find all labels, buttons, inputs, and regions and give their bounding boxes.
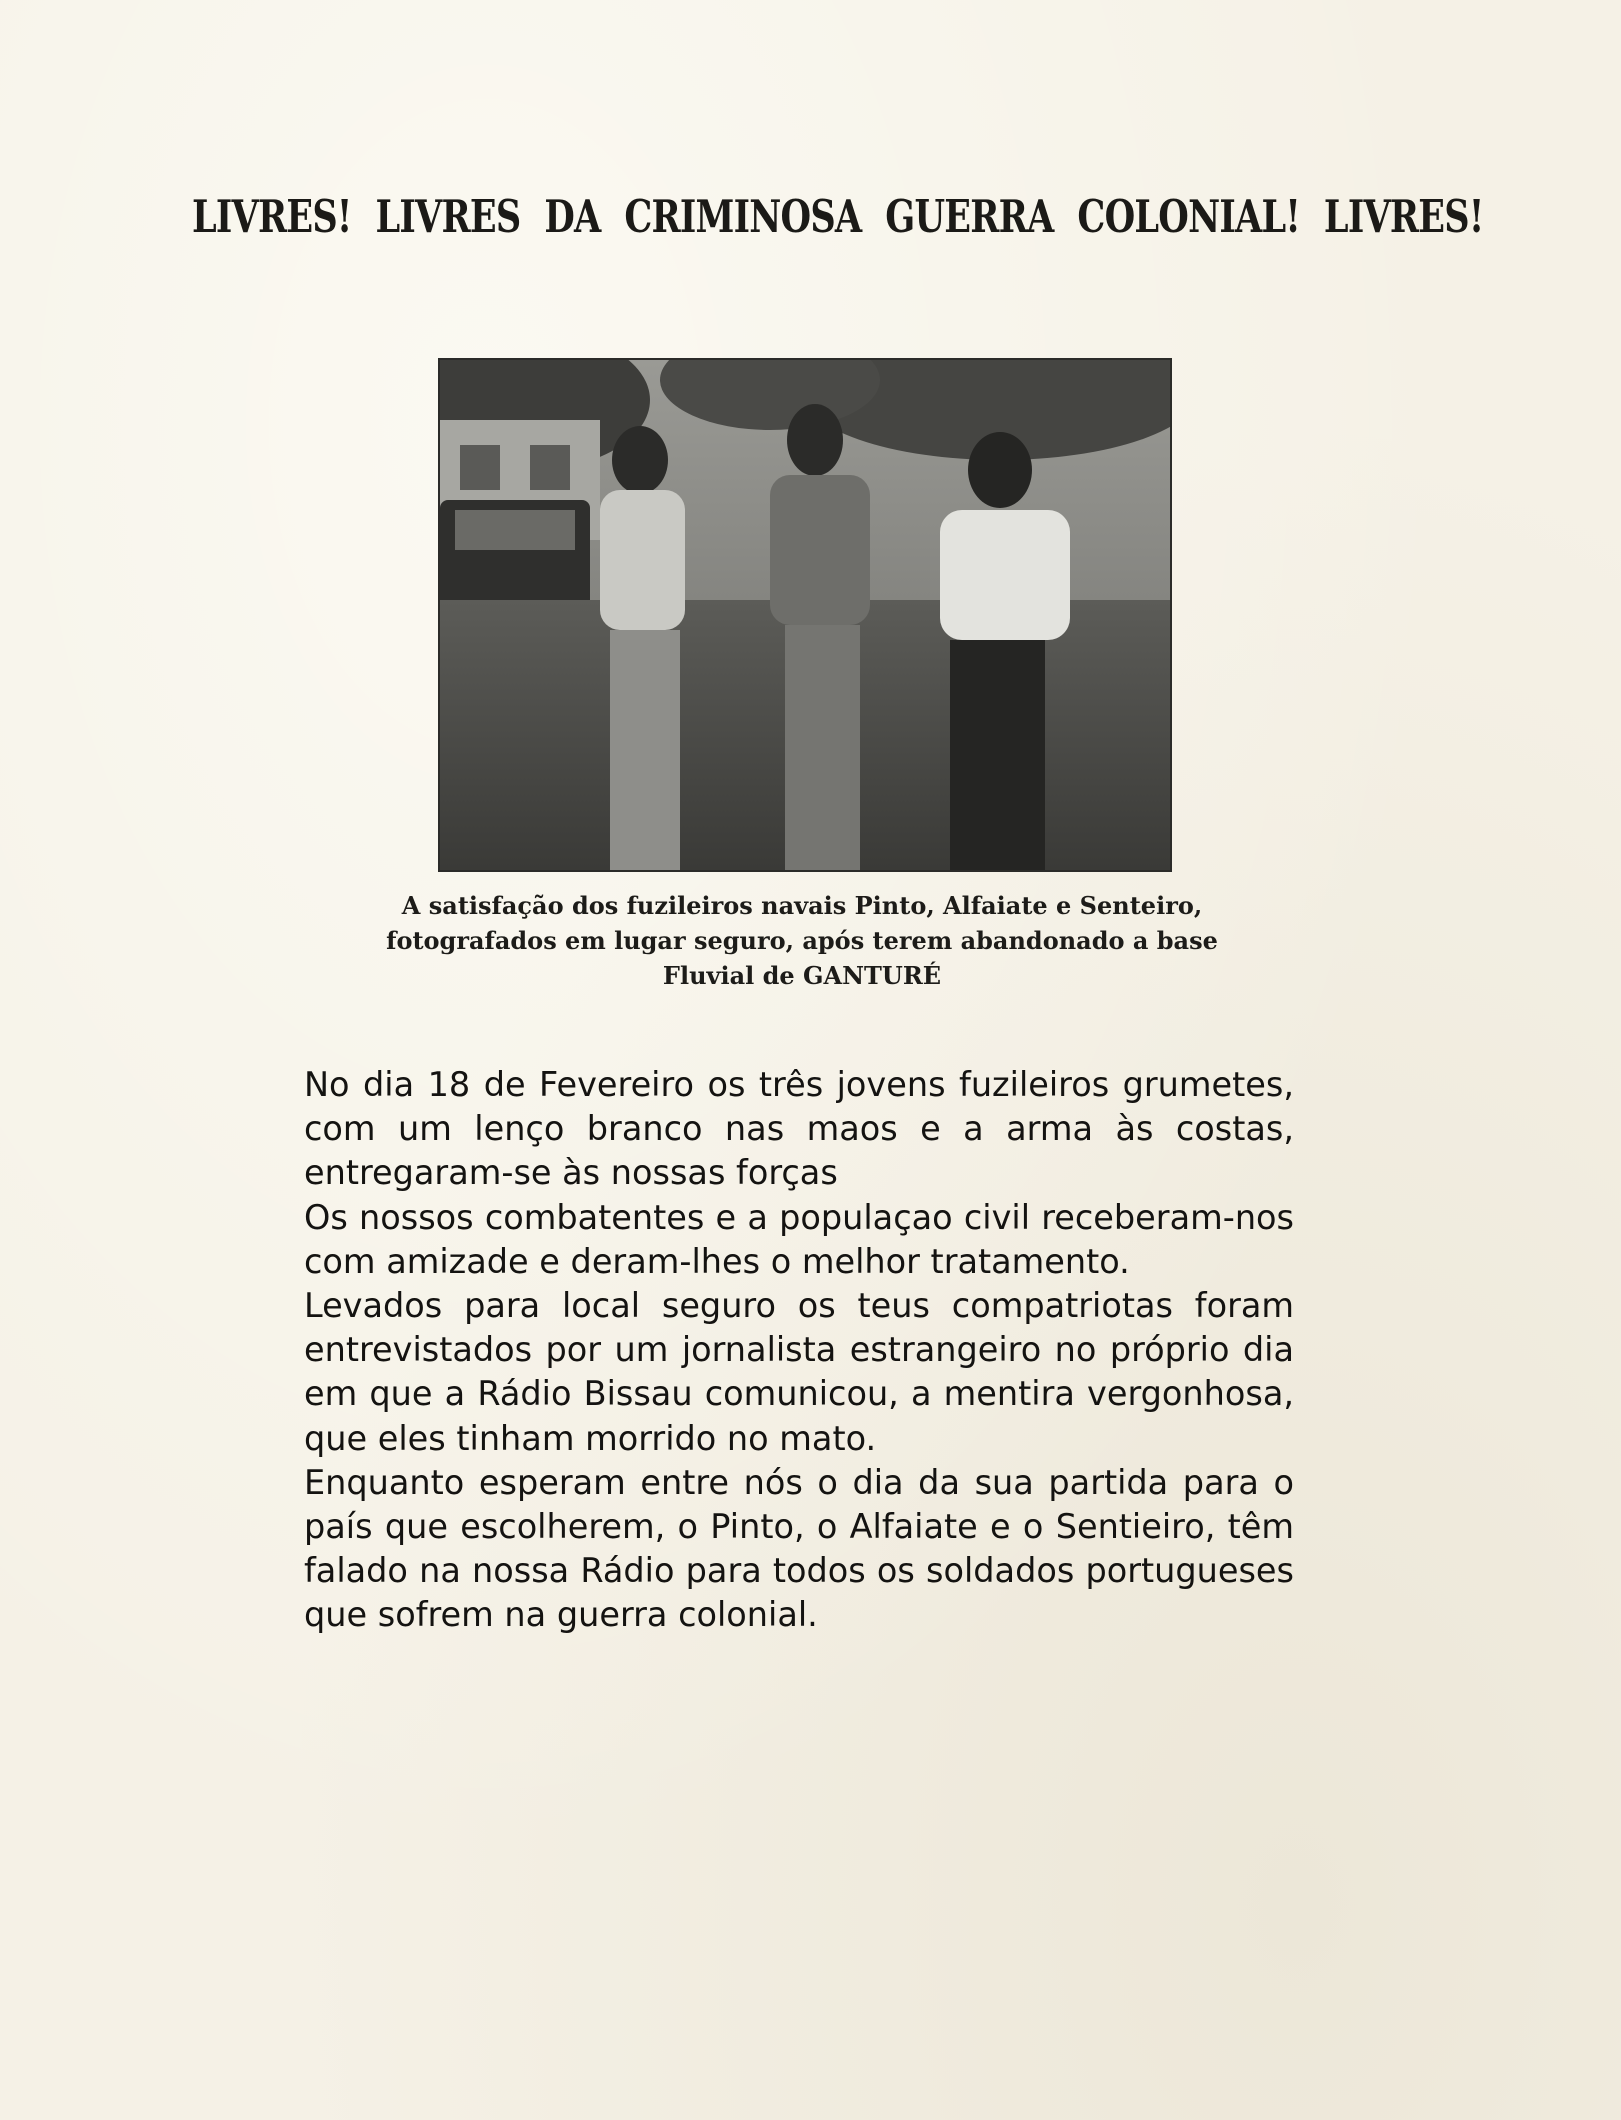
article-body	[304, 1063, 1294, 1638]
headline: LIVRES! LIVRES DA CRIMINOSA GUERRA COLONIAL! LIVRES!	[192, 190, 1484, 243]
news-photo	[438, 358, 1172, 872]
paragraph-2: Os nossos combatentes e a populaçao civil receberam-nos com amizade e deram-lhes o melhor tratamento.	[304, 1197, 1294, 1281]
paragraph-4: Enquanto esperam entre nós o dia da sua partida para o país que escolherem, o Pinto, o Alfaiate e o Sentieiro, têm falado na nossa Rádio para todos os soldados portugueses que sofrem na guerra colonial.	[304, 1462, 1294, 1635]
paragraph-1: No dia 18 de Fevereiro os três jovens fuzileiros grumetes, com um lenço branco nas maos e a arma às costas, entregaram-se às nossas forças	[304, 1065, 1294, 1193]
photograph-three-men-icon	[440, 360, 1170, 870]
photo-caption: A satisfação dos fuzileiros navais Pinto, Alfaiate e Senteiro, fotografados em lugar seguro, após terem abandonado a base Fluvial de GANTURÉ	[386, 891, 1218, 990]
paragraph-3: Levados para local seguro os teus compatriotas foram entrevistados por um jornalista estrangeiro no próprio dia em que a Rádio Bissau comunicou, a mentira vergonhosa, que eles tinham morrido no mato.	[304, 1286, 1294, 1458]
